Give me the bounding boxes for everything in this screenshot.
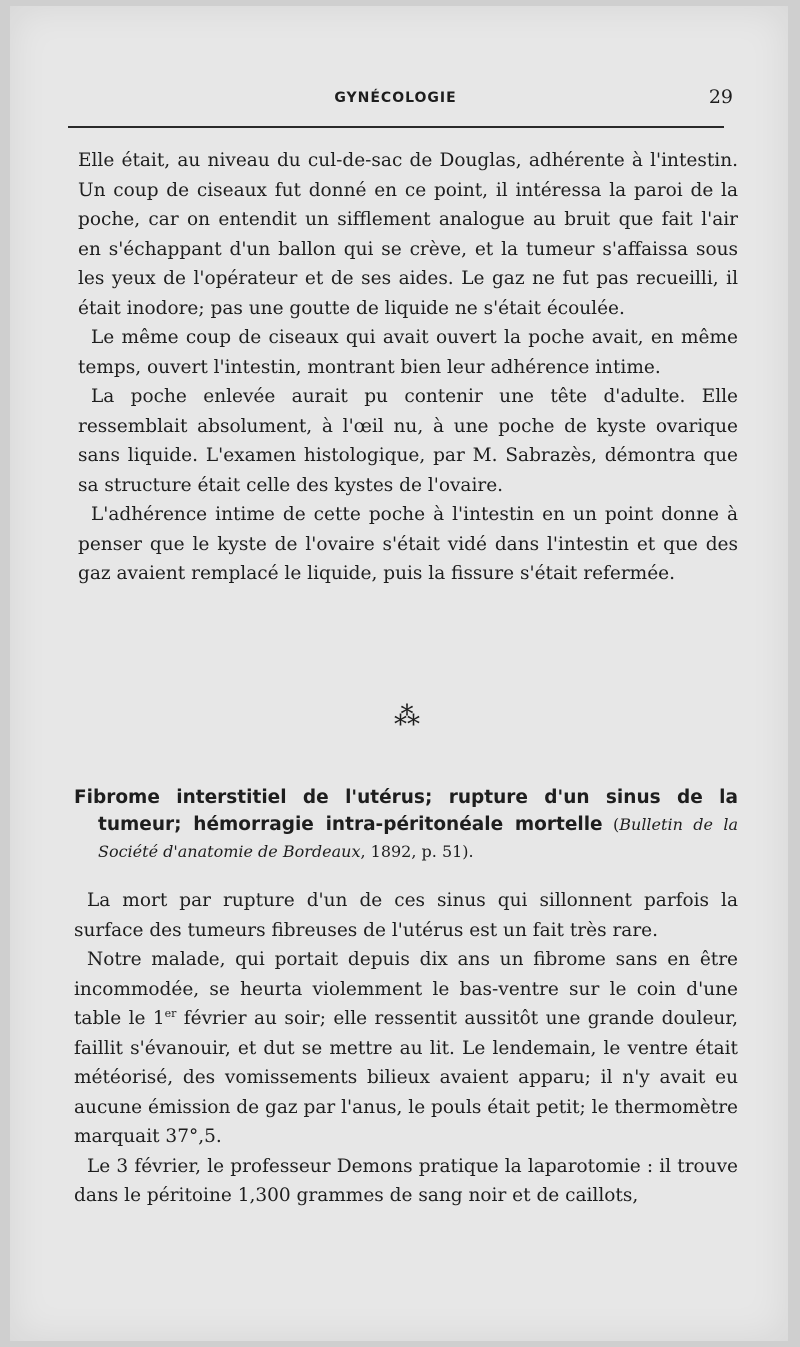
paragraph: L'adhérence intime de cette poche à l'intestin en un point donne à penser que le kyste de l'ovaire s'était vidé dans l'intestin et que des gaz avaient remplacé le liquide, puis la fissure s'était refermée. bbox=[78, 504, 738, 584]
paragraph: Le 3 février, le professeur Demons pratique la laparotomie : il trouve dans le péritoine 1,300 grammes de sang noir et de caillots, bbox=[74, 1155, 738, 1206]
asterism-separator bbox=[370, 702, 430, 746]
ordinal-superscript: er bbox=[164, 1006, 177, 1020]
section-title: Fibrome interstitiel de l'utérus; rupture d'un sinus de la tumeur; hémorragie intra-péritonéale mortelle bbox=[74, 787, 738, 835]
running-title: GYNÉCOLOGIE bbox=[334, 90, 457, 106]
paragraph: Le même coup de ciseaux qui avait ouvert la poche avait, en même temps, ouvert l'intestin, montrant bien leur adhérence intime. bbox=[78, 327, 738, 378]
paragraph: La mort par rupture d'un de ces sinus qui sillonnent parfois la surface des tumeurs fibreuses de l'utérus est un fait très rare. bbox=[74, 890, 738, 941]
ref-journal: Bulletin de la Société d'anatomie de Bordeaux bbox=[98, 815, 739, 861]
paragraph-text: février au soir; elle ressentit aussitôt une grande douleur, faillit s'évanouir, et dut se mettre au lit. Le lendemain, le ventre était météorisé, des vomissements bilieux avaient apparu; il n'y avait eu aucune émission de gaz par l'anus, le pouls était petit; le thermomètre marquait 37°,5. bbox=[74, 1008, 738, 1147]
page-header bbox=[58, 86, 733, 116]
paragraph bbox=[74, 945, 738, 1152]
paragraph-text: Notre malade, qui portait depuis dix ans un fibrome sans en être incommodée, se heurta violemment le bas-ventre sur le coin d'une table le 1 bbox=[74, 949, 738, 1029]
body-text-top bbox=[78, 146, 738, 589]
body-text-bottom bbox=[74, 886, 738, 1211]
page-number: 29 bbox=[708, 86, 733, 108]
ref-details: , 1892, p. 51). bbox=[360, 842, 474, 861]
paragraph: La poche enlevée aurait pu contenir une tête d'adulte. Elle ressemblait absolument, à l'œil nu, à une poche de kyste ovarique sans liquide. L'examen histologique, par M. Sabrazès, démontra que sa structure était celle des kystes de l'ovaire. bbox=[78, 386, 738, 496]
paragraph: Elle était, au niveau du cul-de-sac de Douglas, adhérente à l'intestin. Un coup de ciseaux fut donné en ce point, il intéressa la paroi de la poche, car on entendit un sifflement analogue au bruit que fait l'air en s'échappant d'un ballon qui se crève, et la tumeur s'affaissa sous les yeux de l'opérateur et de ses aides. Le gaz ne fut pas recueilli, il était inodore; pas une goutte de liquide ne s'était écoulée. bbox=[78, 150, 738, 319]
asterism-glyph: ⁂ bbox=[394, 702, 420, 732]
section-heading bbox=[74, 784, 738, 865]
ref-open: ( bbox=[602, 815, 620, 834]
header-rule bbox=[68, 126, 724, 128]
